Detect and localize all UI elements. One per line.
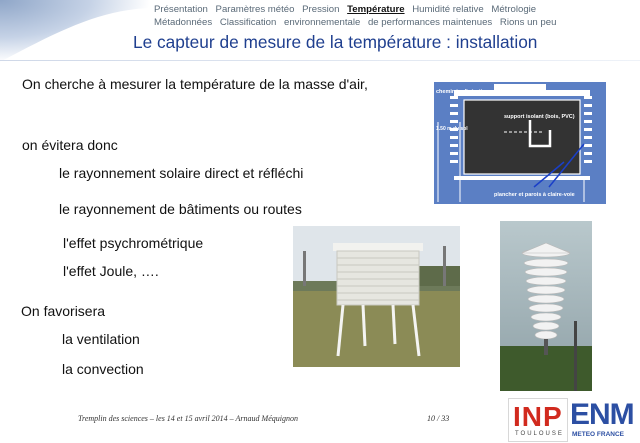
body-line-9: la convection — [62, 361, 144, 377]
enm-logo-text: ENM — [570, 398, 634, 431]
inp-logo-text: INP — [513, 401, 563, 432]
nav-item-performances[interactable]: de performances maintenues — [367, 17, 493, 28]
nav-item-environnementale[interactable]: environnementale — [284, 17, 361, 28]
body-line-4: le rayonnement de bâtiments ou routes — [59, 201, 302, 217]
body-line-7: On favorisera — [21, 303, 106, 319]
slide-title: Le capteur de mesure de la température : installation — [133, 32, 538, 52]
nav-item-classification[interactable]: Classification — [219, 17, 277, 28]
page-number: 10 / 33 — [427, 414, 450, 423]
footer-text: Tremplin des sciences – les 14 et 15 avril 2014 – Arnaud Méquignon — [78, 414, 298, 423]
label-floor: plancher et parois à claire-voie — [494, 192, 575, 198]
radiation-shield-photo — [500, 221, 592, 391]
body-line-5: l'effet psychrométrique — [63, 235, 204, 251]
stevenson-screen-photo — [293, 226, 460, 367]
shelter-diagram — [434, 82, 606, 204]
enm-logo-sub: METEO FRANCE — [572, 431, 624, 438]
nav-bar — [154, 3, 638, 29]
nav-item-parametres-meteo[interactable]: Paramètres météo — [215, 4, 295, 15]
label-height: 1.50 m du sol — [436, 126, 468, 132]
enm-logo — [568, 398, 638, 440]
nav-item-pression[interactable]: Pression — [302, 4, 340, 15]
body-line-3: le rayonnement solaire direct et réfléchi — [59, 165, 304, 181]
label-chimney: cheminée d'aération — [436, 89, 489, 95]
nav-item-metrologie[interactable]: Métrologie — [491, 4, 537, 15]
body-line-1: On cherche à mesurer la température de la masse d'air, — [22, 76, 368, 92]
nav-item-rions-un-peu[interactable]: Rions un peu — [499, 17, 557, 28]
inp-toulouse-logo — [508, 398, 568, 442]
corner-decoration — [0, 0, 150, 62]
nav-item-humidite-relative[interactable]: Humidité relative — [412, 4, 484, 15]
label-support: support isolant (bois, PVC) — [504, 114, 575, 120]
nav-item-presentation[interactable]: Présentation — [154, 4, 208, 15]
body-line-8: la ventilation — [62, 331, 140, 347]
title-divider — [0, 60, 640, 61]
inp-logo-sub: TOULOUSE — [515, 431, 564, 437]
nav-item-temperature[interactable]: Température — [347, 4, 405, 15]
nav-item-metadonnees[interactable]: Métadonnées — [154, 17, 213, 28]
body-line-6: l'effet Joule, …. — [63, 263, 159, 279]
body-line-2: on évitera donc — [22, 137, 118, 153]
